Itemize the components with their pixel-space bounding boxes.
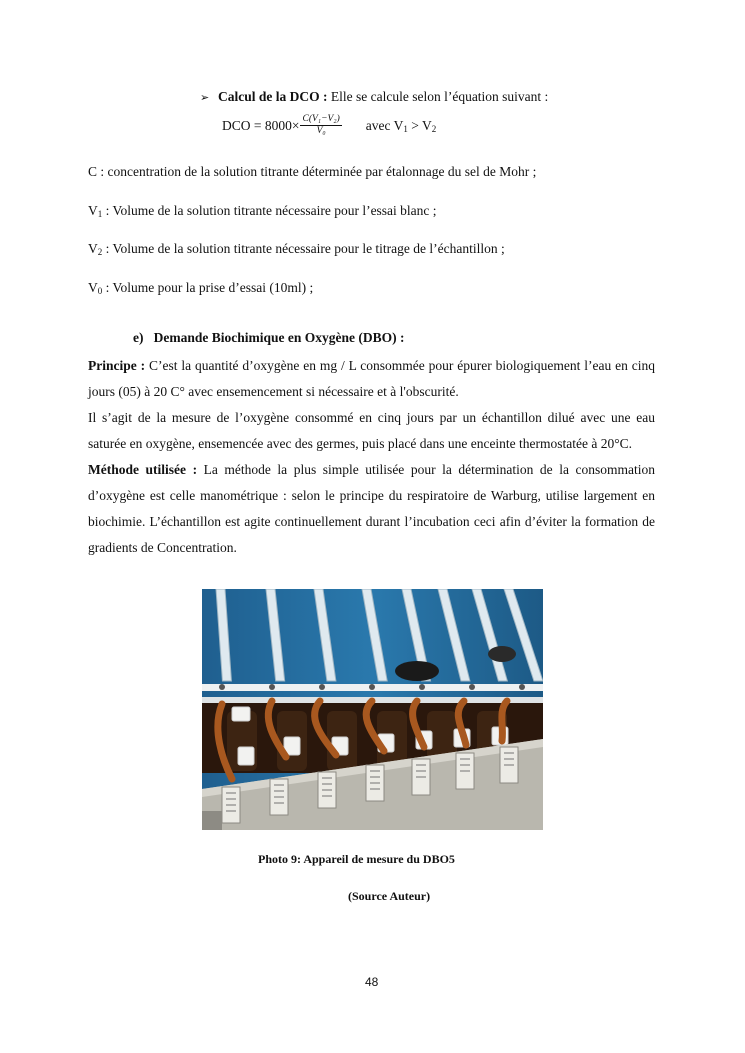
formula-fraction	[300, 114, 341, 137]
dco-bullet-line	[200, 89, 548, 105]
arrow-bullet-icon: ➢	[200, 91, 210, 104]
definition-line: C : concentration de la solution titrante déterminée par étalonnage du sel de Mohr ;	[88, 164, 537, 179]
dbo-apparatus-photo	[202, 589, 543, 830]
definition-line: $V_0$ : Volume pour la prise d’essai (10ml) ;	[88, 280, 314, 296]
page-number: 48	[365, 975, 379, 989]
dco-formula	[222, 114, 436, 137]
dco-intro: Elle se calcule selon l’équation suivant :	[327, 89, 549, 104]
photo-caption: Photo 9: Appareil de mesure du DBO5	[258, 852, 455, 866]
methode-paragraph: Méthode utilisée : La méthode la plus simple utilisée pour la détermination de la consommation d’oxygène est celle manométrique : selon le principe du respiratoire de Warburg, utilise largement en biochimie. L’échantillon est agite continuellement durant l’incubation ceci afin d’éviter la formation de gradients de Concentration.	[88, 462, 655, 555]
formula-condition: avec $V_1 > V_2$	[365, 117, 437, 134]
principe-paragraph: Principe : C’est la quantité d’oxygène en mg / L consommée pour épurer biologiquement l’eau en cinq jours (05) à 20 C° avec ensemencement si nécessaire et à l'obscurité.	[88, 358, 655, 399]
mesure-paragraph: Il s’agit de la mesure de l’oxygène consommé en cinq jours par un échantillon dilué avec une eau saturée en oxygène, ensemencée avec des germes, puis placé dans une enceinte thermostatée à 20°C.	[88, 410, 655, 451]
dbo-paragraphs	[88, 353, 655, 561]
dco-title: Calcul de la DCO :	[218, 89, 328, 104]
section-heading-dbo: e) Demande Biochimique en Oxygène (DBO) :	[133, 330, 405, 345]
definition-line: $V_1$ : Volume de la solution titrante nécessaire pour l’essai blanc ;	[88, 203, 437, 219]
formula-lhs: DCO = 8000×	[222, 117, 300, 133]
formula-numerator: C(V₁−V₂)	[302, 114, 340, 124]
formula-denominator: V₀	[316, 126, 326, 136]
photo-source: (Source Auteur)	[348, 889, 431, 903]
definition-line: $V_2$ : Volume de la solution titrante nécessaire pour le titrage de l’échantillon ;	[88, 241, 505, 257]
